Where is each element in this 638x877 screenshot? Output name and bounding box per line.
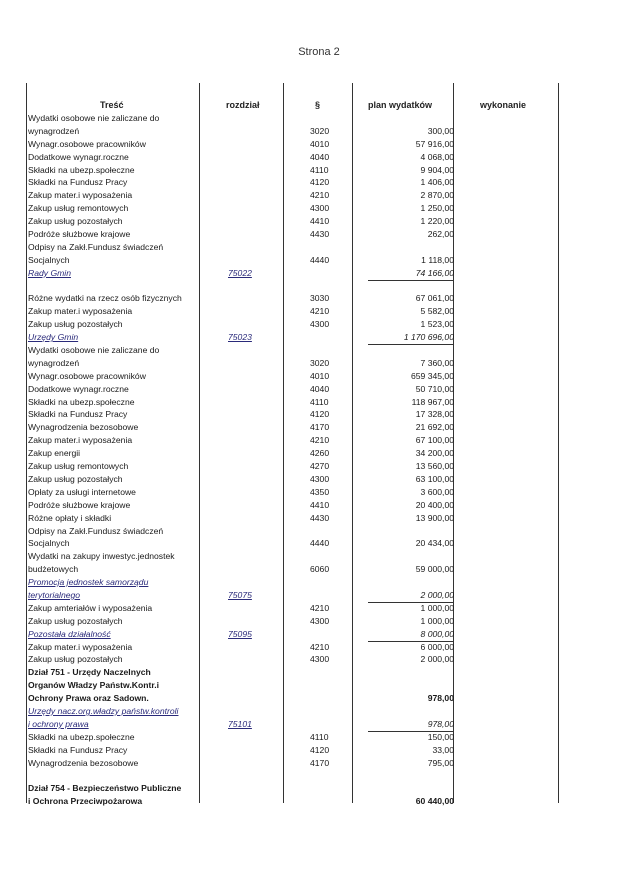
- table-row: [28, 112, 608, 125]
- row-description: Ochrony Prawa oraz Sadown.: [28, 693, 149, 704]
- table-row: [28, 138, 608, 151]
- row-description: Składki na Fundusz Pracy: [28, 744, 128, 755]
- row-plan: 4 068,00: [420, 151, 454, 162]
- row-description: Wynagr.osobowe pracowników: [28, 370, 146, 381]
- table-row: [28, 525, 608, 538]
- row-plan: 2 000,00: [368, 589, 454, 603]
- subtotal-row: [28, 331, 608, 344]
- row-plan: 118 967,00: [411, 396, 454, 407]
- row-description: Składki na Fundusz Pracy: [28, 177, 128, 188]
- section-row: [28, 795, 608, 808]
- row-plan: 2 000,00: [420, 654, 454, 665]
- row-plan: 300,00: [427, 125, 454, 136]
- row-plan: 50 710,00: [415, 383, 454, 394]
- header-wykonanie: wykonanie: [480, 100, 527, 110]
- row-paragraf: 4430: [310, 512, 330, 523]
- table-row: [28, 744, 608, 757]
- row-description: Podróże służbowe krajowe: [28, 499, 131, 510]
- row-description: Wynagrodzenia bezosobowe: [28, 757, 139, 768]
- row-rozdzial: 75022: [228, 267, 252, 278]
- row-paragraf: 4040: [310, 151, 330, 162]
- table-row: [28, 499, 608, 512]
- row-plan: 33,00: [432, 744, 454, 755]
- table-row: [28, 615, 608, 628]
- blank-row: [28, 280, 608, 293]
- row-description: Zakup usług pozostałych: [28, 473, 123, 484]
- row-description: Wydatki osobowe nie zaliczane do: [28, 345, 160, 356]
- table-row: [28, 705, 608, 718]
- table-row: [28, 228, 608, 241]
- table-row: [28, 641, 608, 654]
- row-description: Socjalnych: [28, 254, 70, 265]
- section-row: [28, 679, 608, 692]
- row-description: Odpisy na Zakł.Fundusz świadczeń: [28, 241, 164, 252]
- table-row: [28, 215, 608, 228]
- row-rozdzial: 75101: [228, 718, 252, 729]
- row-description: Opłaty za usługi internetowe: [28, 486, 136, 497]
- subtotal-row: [28, 267, 608, 280]
- row-plan: 60 440,00: [415, 796, 454, 807]
- row-description: Organów Władzy Państw.Kontr.i: [28, 680, 159, 691]
- row-paragraf: 4010: [310, 138, 330, 149]
- table-row: [28, 318, 608, 331]
- row-paragraf: 4120: [310, 177, 330, 188]
- table-row: [28, 151, 608, 164]
- row-plan: 2 870,00: [420, 190, 454, 201]
- row-plan: 150,00: [427, 731, 454, 742]
- table-row: [28, 202, 608, 215]
- budget-table-body: [28, 112, 608, 808]
- row-description: Odpisy na Zakł.Fundusz świadczeń: [28, 525, 164, 536]
- row-description: Podróże służbowe krajowe: [28, 229, 131, 240]
- table-row: [28, 512, 608, 525]
- row-plan: 67 061,00: [415, 293, 454, 304]
- row-paragraf: 4430: [310, 229, 330, 240]
- row-description: Wynagr.osobowe pracowników: [28, 138, 146, 149]
- subtotal-row: [28, 628, 608, 641]
- row-description: Dodatkowe wynagr.roczne: [28, 151, 129, 162]
- row-paragraf: 3020: [310, 357, 330, 368]
- row-plan: 9 904,00: [420, 164, 454, 175]
- table-row: [28, 241, 608, 254]
- table-row: [28, 176, 608, 189]
- table-row: [28, 396, 608, 409]
- row-rozdzial: 75075: [228, 589, 252, 600]
- row-plan: 659 345,00: [410, 370, 454, 381]
- table-row: [28, 486, 608, 499]
- row-description: Składki na Fundusz Pracy: [28, 409, 128, 420]
- section-row: [28, 666, 608, 679]
- row-paragraf: 4110: [310, 731, 329, 742]
- row-paragraf: 4170: [310, 757, 330, 768]
- row-plan: 6 000,00: [420, 641, 454, 652]
- row-paragraf: 4300: [310, 654, 330, 665]
- row-plan: 7 360,00: [420, 357, 454, 368]
- row-description: wynagrodzeń: [28, 357, 80, 368]
- row-description: wynagrodzeń: [28, 125, 80, 136]
- row-paragraf: 4300: [310, 203, 330, 214]
- row-plan: 262,00: [427, 229, 454, 240]
- table-row: [28, 408, 608, 421]
- header-rozdzial: rozdział: [226, 100, 260, 110]
- table-row: [28, 421, 608, 434]
- table-row: [28, 537, 608, 550]
- row-plan: 1 000,00: [420, 615, 454, 626]
- row-paragraf: 4210: [310, 602, 330, 613]
- row-rozdzial: 75095: [228, 628, 252, 639]
- row-paragraf: 3030: [310, 293, 330, 304]
- table-left-border: [26, 83, 27, 803]
- subtotal-row: [28, 718, 608, 731]
- row-description: budżetowych: [28, 564, 79, 575]
- row-paragraf: 4210: [310, 190, 330, 201]
- row-plan: 74 166,00: [368, 267, 454, 281]
- row-description: i ochrony prawa: [28, 718, 89, 729]
- table-row: [28, 254, 608, 267]
- row-plan: 67 100,00: [415, 435, 454, 446]
- row-plan: 20 434,00: [415, 538, 454, 549]
- row-description: i Ochrona Przeciwpożarowa: [28, 796, 143, 807]
- row-description: Składki na ubezp.społeczne: [28, 731, 135, 742]
- row-description: Dział 751 - Urzędy Naczelnych: [28, 667, 151, 678]
- row-paragraf: 4440: [310, 538, 330, 549]
- row-plan: 1 170 696,00: [368, 331, 454, 345]
- header-paragraf: §: [315, 100, 321, 110]
- row-description: Wydatki osobowe nie zaliczane do: [28, 113, 160, 123]
- row-plan: 34 200,00: [415, 448, 454, 459]
- row-plan: 63 100,00: [415, 473, 454, 484]
- row-paragraf: 4110: [310, 396, 329, 407]
- row-plan: 57 916,00: [415, 138, 454, 149]
- row-paragraf: 4270: [310, 461, 330, 472]
- row-plan: 978,00: [427, 693, 454, 704]
- row-description: Zakup usług pozostałych: [28, 615, 123, 626]
- row-paragraf: 4210: [310, 435, 330, 446]
- table-row: [28, 189, 608, 202]
- row-description: Promocja jednostek samorządu: [28, 577, 149, 588]
- row-plan: 17 328,00: [415, 409, 454, 420]
- row-description: Rady Gmin: [28, 267, 71, 278]
- row-description: Wydatki na zakupy inwestyc.jednostek: [28, 551, 175, 562]
- row-plan: 13 900,00: [415, 512, 454, 523]
- row-plan: 1 406,00: [420, 177, 454, 188]
- row-plan: 5 582,00: [420, 306, 454, 317]
- row-description: Zakup mater.i wyposażenia: [28, 190, 133, 201]
- row-description: Zakup energii: [28, 448, 81, 459]
- row-description: Pozostała działalność: [28, 628, 111, 639]
- row-paragraf: 4170: [310, 422, 330, 433]
- row-plan: 1 220,00: [420, 216, 454, 227]
- table-row: [28, 460, 608, 473]
- table-row: [28, 305, 608, 318]
- row-plan: 978,00: [368, 718, 454, 732]
- row-description: Dodatkowe wynagr.roczne: [28, 383, 129, 394]
- section-row: [28, 782, 608, 795]
- row-paragraf: 4110: [310, 164, 329, 175]
- row-description: Składki na ubezp.społeczne: [28, 396, 135, 407]
- row-plan: 1 118,00: [421, 254, 454, 265]
- row-plan: 1 523,00: [420, 319, 454, 330]
- row-description: Socjalnych: [28, 538, 70, 549]
- row-description: Zakup usług remontowych: [28, 461, 129, 472]
- row-description: Dział 754 - Bezpieczeństwo Publiczne: [28, 783, 182, 794]
- row-description: Zakup usług remontowych: [28, 203, 129, 214]
- row-description: Wynagrodzenia bezosobowe: [28, 422, 139, 433]
- table-row: [28, 164, 608, 177]
- row-paragraf: 4120: [310, 744, 330, 755]
- table-row: [28, 653, 608, 666]
- row-rozdzial: 75023: [228, 332, 252, 343]
- table-row: [28, 563, 608, 576]
- row-paragraf: 4010: [310, 370, 330, 381]
- row-paragraf: 4300: [310, 473, 330, 484]
- row-plan: 59 000,00: [415, 564, 454, 575]
- row-plan: 8 000,00: [368, 628, 454, 642]
- row-plan: 21 692,00: [415, 422, 454, 433]
- row-plan: 13 560,00: [415, 461, 454, 472]
- table-row: [28, 344, 608, 357]
- header-plan-wydatkow: plan wydatków: [368, 100, 433, 110]
- row-description: Zakup usług pozostałych: [28, 654, 123, 665]
- row-paragraf: 4350: [310, 486, 330, 497]
- row-paragraf: 6060: [310, 564, 330, 575]
- row-paragraf: 4410: [310, 499, 330, 510]
- table-row: [28, 473, 608, 486]
- row-description: Zakup usług pozostałych: [28, 319, 123, 330]
- row-description: Różne opłaty i składki: [28, 512, 112, 523]
- blank-row: [28, 769, 608, 782]
- table-row: [28, 292, 608, 305]
- row-description: Zakup amteriałów i wyposażenia: [28, 602, 153, 613]
- row-paragraf: 4260: [310, 448, 330, 459]
- row-paragraf: 3020: [310, 125, 330, 136]
- row-description: Zakup usług pozostałych: [28, 216, 123, 227]
- table-row: [28, 576, 608, 589]
- table-row: [28, 125, 608, 138]
- row-description: Zakup mater.i wyposażenia: [28, 435, 133, 446]
- section-row: [28, 692, 608, 705]
- row-paragraf: 4300: [310, 615, 330, 626]
- table-row: [28, 383, 608, 396]
- table-row: [28, 447, 608, 460]
- row-plan: 1 250,00: [420, 203, 454, 214]
- row-description: Składki na ubezp.społeczne: [28, 164, 135, 175]
- page-number-label: Strona 2: [298, 46, 340, 58]
- table-row: [28, 370, 608, 383]
- row-description: Zakup mater.i wyposażenia: [28, 306, 133, 317]
- subtotal-row: [28, 589, 608, 602]
- row-paragraf: 4210: [310, 306, 330, 317]
- row-plan: 3 600,00: [420, 486, 454, 497]
- row-plan: 1 000,00: [420, 602, 454, 613]
- table-row: [28, 434, 608, 447]
- row-paragraf: 4040: [310, 383, 330, 394]
- row-description: Urzędy Gmin: [28, 332, 79, 343]
- row-description: Urzędy nacz.org.władzy państw.kontroli: [28, 705, 179, 716]
- table-row: [28, 357, 608, 370]
- row-description: terytorialnego: [28, 589, 81, 600]
- row-plan: 20 400,00: [415, 499, 454, 510]
- row-paragraf: 4440: [310, 254, 330, 265]
- row-paragraf: 4210: [310, 641, 330, 652]
- row-plan: 795,00: [427, 757, 454, 768]
- table-row: [28, 550, 608, 563]
- table-row: [28, 731, 608, 744]
- table-row: [28, 757, 608, 770]
- row-description: Różne wydatki na rzecz osób fizycznych: [28, 293, 182, 304]
- row-paragraf: 4410: [310, 216, 330, 227]
- table-row: [28, 602, 608, 615]
- row-description: Zakup mater.i wyposażenia: [28, 641, 133, 652]
- row-paragraf: 4300: [310, 319, 330, 330]
- header-tresc: Treść: [100, 100, 124, 110]
- row-paragraf: 4120: [310, 409, 330, 420]
